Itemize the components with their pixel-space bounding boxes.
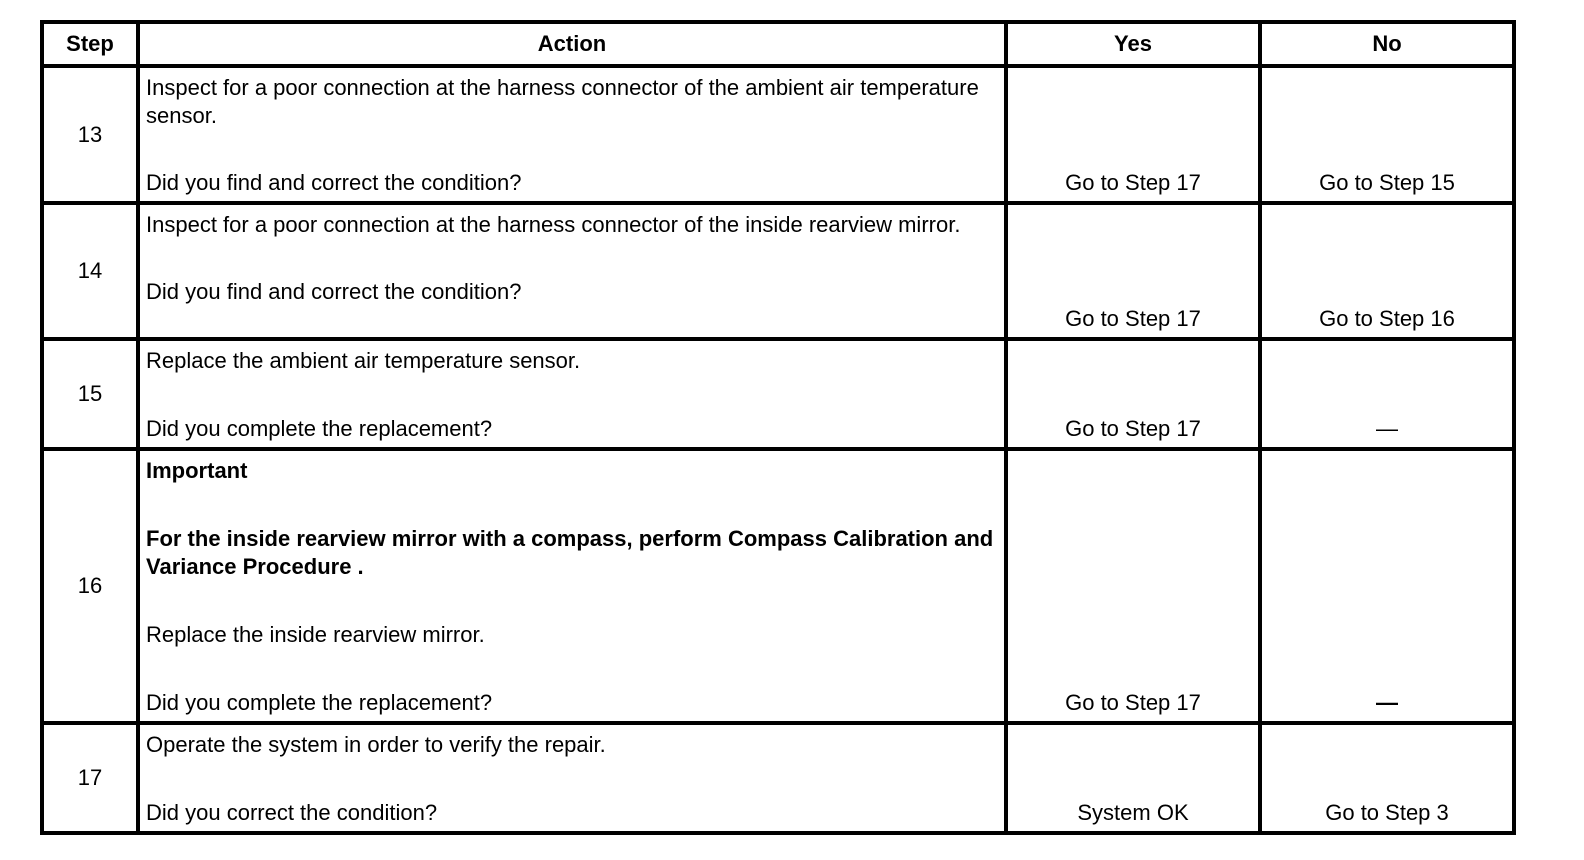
step-number: 16	[42, 449, 138, 723]
diagnostic-table	[40, 20, 1516, 835]
header-row	[42, 22, 1514, 66]
no-result: Go to Step 3	[1260, 723, 1514, 833]
action-question: Did you find and correct the condition?	[146, 279, 522, 304]
yes-result: Go to Step 17	[1006, 66, 1260, 203]
table-row	[42, 449, 1514, 723]
action-question: Did you complete the replacement?	[146, 416, 493, 441]
action-cell	[138, 339, 1006, 449]
action-question: Did you find and correct the condition?	[146, 170, 522, 195]
no-result: —	[1260, 449, 1514, 723]
action-question: Did you correct the condition?	[146, 800, 438, 825]
header-yes: Yes	[1006, 22, 1260, 66]
yes-result: Go to Step 17	[1006, 449, 1260, 723]
action-cell	[138, 203, 1006, 339]
action-cell	[138, 66, 1006, 203]
action-instruction: Replace the inside rearview mirror.	[146, 622, 485, 647]
important-note: For the inside rearview mirror with a compass, perform Compass Calibration and Variance Procedure .	[146, 526, 994, 579]
no-result: —	[1260, 339, 1514, 449]
step-number: 14	[42, 203, 138, 339]
action-instruction: Operate the system in order to verify the repair.	[146, 732, 606, 757]
step-number: 13	[42, 66, 138, 203]
action-cell	[138, 449, 1006, 723]
action-instruction: Replace the ambient air temperature sensor.	[146, 348, 581, 373]
yes-result: Go to Step 17	[1006, 339, 1260, 449]
action-instruction: Inspect for a poor connection at the harness connector of the ambient air temperature sensor.	[146, 75, 979, 128]
table-row	[42, 723, 1514, 833]
table-row	[42, 66, 1514, 203]
header-no: No	[1260, 22, 1514, 66]
action-instruction: Inspect for a poor connection at the harness connector of the inside rearview mirror.	[146, 212, 961, 237]
action-cell	[138, 723, 1006, 833]
action-question: Did you complete the replacement?	[146, 690, 493, 715]
yes-result: System OK	[1006, 723, 1260, 833]
table-row	[42, 203, 1514, 339]
no-result: Go to Step 16	[1260, 203, 1514, 339]
important-label: Important	[146, 458, 248, 483]
header-action: Action	[138, 22, 1006, 66]
no-result: Go to Step 15	[1260, 66, 1514, 203]
step-number: 15	[42, 339, 138, 449]
table-row	[42, 339, 1514, 449]
yes-result: Go to Step 17	[1006, 203, 1260, 339]
header-step: Step	[42, 22, 138, 66]
step-number: 17	[42, 723, 138, 833]
